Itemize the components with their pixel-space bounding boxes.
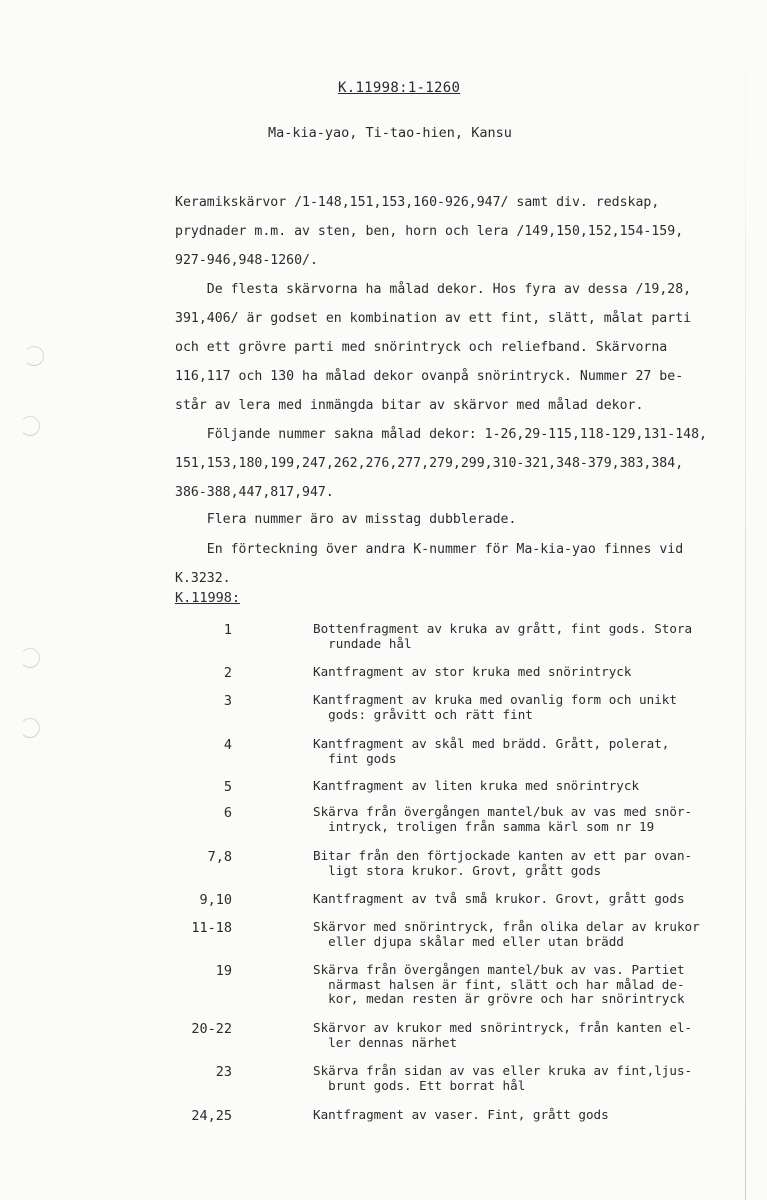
paragraph: Keramikskärvor /1-148,151,153,160-926,947/ samt div. redskap, prydnader m.m. av sten, ben, horn och lera /149,150,152,154-159, 927-946,948-1260/. <box>175 195 684 268</box>
paragraph: Följande nummer sakna målad dekor: 1-26,29-115,118-129,131-148, 151,153,180,199,247,262,276,277,279,299,310-321,348-379,383,384, 386-388,447,817,947. <box>175 427 707 500</box>
entry-number: 6 <box>223 805 232 821</box>
entry-number: 1 <box>223 622 232 638</box>
entry-description: Skärva från sidan av vas eller kruka av fint,ljus- brunt gods. Ett borrat hål <box>313 1063 693 1093</box>
paragraph: Flera nummer äro av misstag dubblerade. <box>175 512 517 527</box>
entry-number: 24,25 <box>191 1108 232 1124</box>
catalog-heading: K.11998: <box>175 590 241 606</box>
entry-number: 5 <box>223 779 232 795</box>
entry-description: Kantfragment av vaser. Fint, grått gods <box>313 1107 609 1122</box>
entry-number: 2 <box>223 665 232 681</box>
entry-number: 7,8 <box>207 849 232 865</box>
entry-description: Bitar från den förtjockade kanten av ett par ovan- ligt stora krukor. Grovt, grått gods <box>313 848 693 878</box>
paragraph: En förteckning över andra K-nummer för Ma-kia-yao finnes vid K.3232. <box>175 542 684 586</box>
entry-description: Skärvor med snörintryck, från olika delar av krukor eller djupa skålar med eller utan brädd <box>313 919 700 949</box>
entry-description: Kantfragment av två små krukor. Grovt, grått gods <box>313 891 685 906</box>
entry-description: Kantfragment av kruka med ovanlig form och unikt gods: gråvitt och rätt fint <box>313 692 677 722</box>
entry-number: 9,10 <box>199 892 232 908</box>
entry-description: Skärva från övergången mantel/buk av vas med snör- intryck, troligen från samma kärl som nr 19 <box>313 804 693 834</box>
entry-description: Kantfragment av skål med brädd. Grått, polerat, fint gods <box>313 736 670 766</box>
entry-number: 20-22 <box>191 1021 232 1037</box>
entry-number: 11-18 <box>191 920 232 936</box>
paragraph: De flesta skärvorna ha målad dekor. Hos fyra av dessa /19,28, 391,406/ är godset en kombination av ett fint, slätt, målat parti och ett grövre parti med snörintryck och reliefband. Skärvorna 116,117 och 130 ha målad dekor ovanpå snörintryck. Nummer 27 be- står av lera med inmängda bitar av skärvor med målad dekor. <box>175 282 692 413</box>
entry-number: 19 <box>215 963 232 979</box>
entry-description: Skärva från övergången mantel/buk av vas. Partiet närmast halsen är fint, slätt och har målad de- kor, medan resten är grövre och har snörintryck <box>313 962 685 1006</box>
entry-description: Kantfragment av stor kruka med snörintryck <box>313 664 632 679</box>
document-title: K.11998:1-1260 <box>338 80 461 96</box>
entry-description: Skärvor av krukor med snörintryck, från kanten el- ler dennas närhet <box>313 1020 693 1050</box>
document-subtitle: Ma-kia-yao, Ti-tao-hien, Kansu <box>268 125 512 141</box>
entry-description: Kantfragment av liten kruka med snörintryck <box>313 778 640 793</box>
entry-number: 4 <box>223 737 232 753</box>
entry-number: 23 <box>215 1064 232 1080</box>
entry-description: Bottenfragment av kruka av grått, fint gods. Stora rundade hål <box>313 621 693 651</box>
entry-number: 3 <box>223 693 232 709</box>
